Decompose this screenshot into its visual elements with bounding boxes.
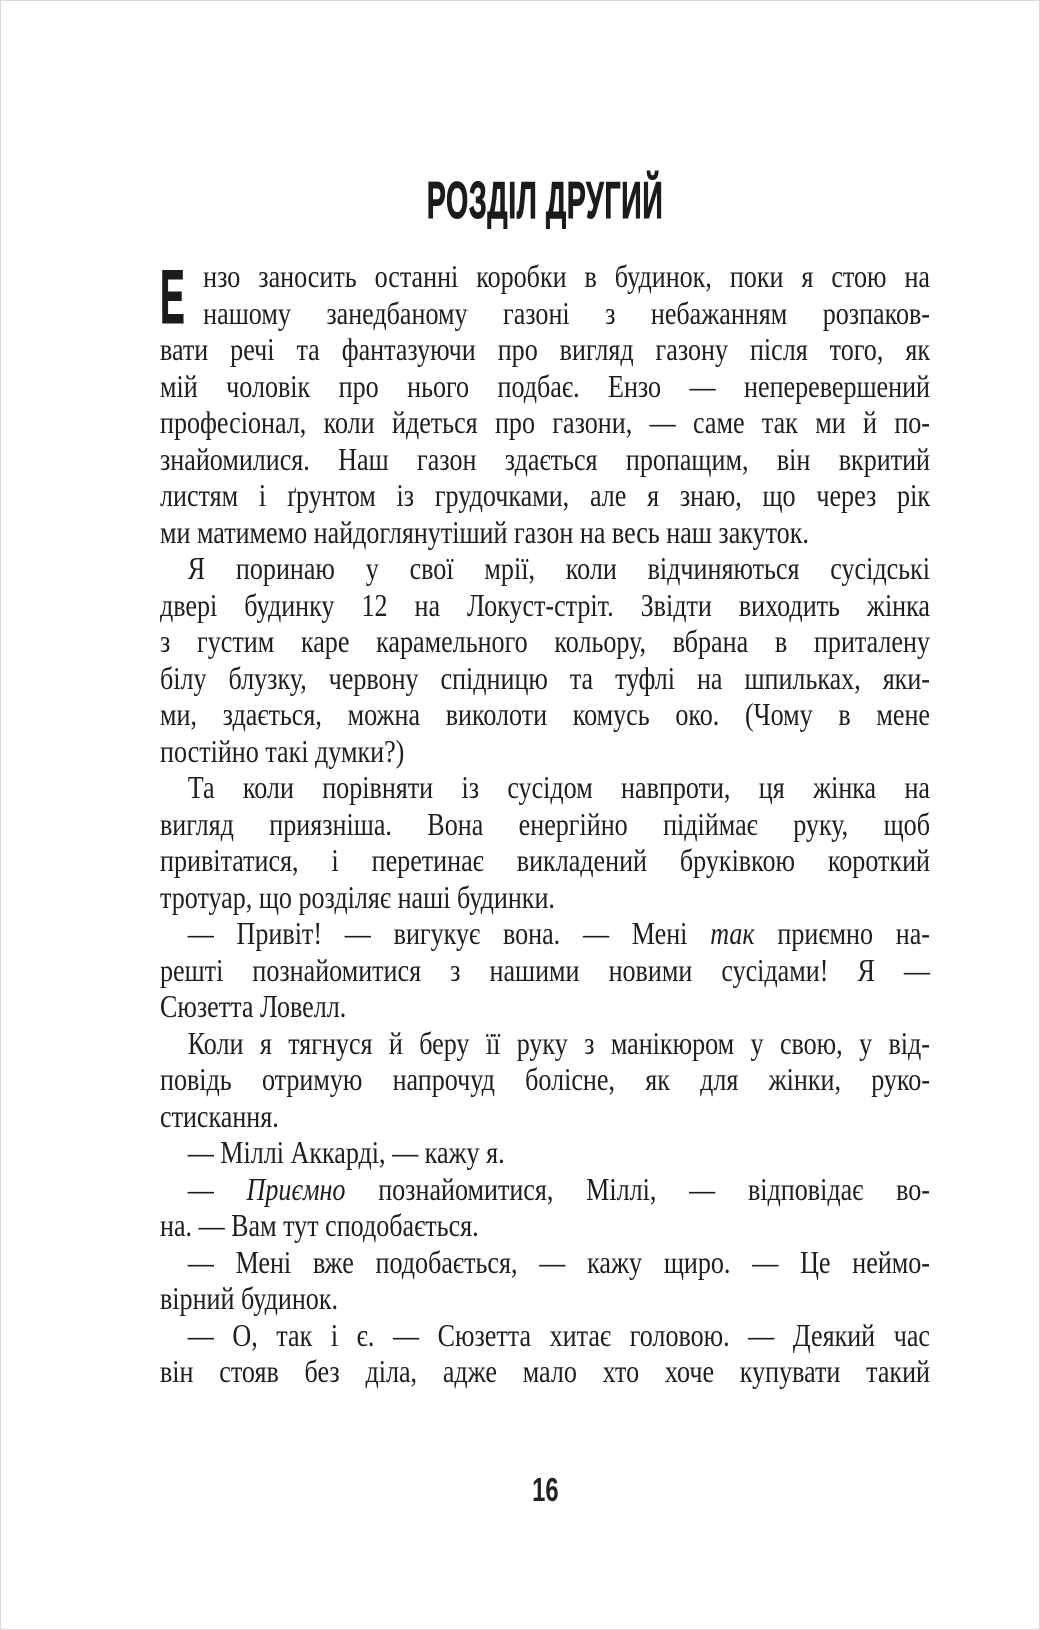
text-line: — Міллі Аккарді, — кажу я. (187, 1134, 505, 1170)
text-line: білу блузку, червону спідницю та туфлі на шпильках, яки- (160, 659, 930, 696)
text-line: ми, здається, можна виколоти комусь око. (Чому в мене (160, 696, 930, 732)
text-line: листям і ґрунтом із грудочками, але я знаю, що через рік (160, 477, 930, 513)
text-line (160, 915, 930, 952)
text-line: Коли я тягнуся й беру її руку з манікюром у свою, у від- (187, 1024, 930, 1061)
text-line: — О, так і є. — Сюзетта хитає головою. — Деякий час (187, 1316, 930, 1353)
chapter-title (160, 172, 930, 232)
text-line: нашому занедбаному газоні з небажанням розпаков- (203, 294, 930, 331)
text-line: привітатися, і перетинає викладений бруківкою короткий (160, 842, 930, 878)
text-line: вигляд приязніша. Вона енергійно підіймає руку, щоб (160, 805, 930, 842)
text-line: мій чоловік про нього подбає. Ензо — неперевершений (160, 367, 930, 404)
emphasized-text: так (710, 915, 755, 951)
text-segment: познайомитися, Міллі, — відповідає во- (345, 1170, 930, 1207)
text-line: постійно такі думки?) (160, 732, 405, 769)
text-line: Сюзетта Ловелл. (160, 988, 347, 1024)
text-line: тротуар, що розділяє наші будинки. (160, 878, 555, 915)
page-number-text: 16 (531, 1471, 559, 1508)
page-number (160, 1473, 930, 1506)
chapter-title-text: РОЗДІЛ ДРУГИЙ (426, 172, 664, 230)
text-line: решті познайомитися з нашими новими сусідами! Я — (160, 951, 930, 988)
text-line: вати речі та фантазуючи про вигляд газону після того, як (160, 331, 930, 367)
text-segment: — (187, 1170, 247, 1207)
text-line: з густим каре карамельного кольору, вбрана в приталену (160, 623, 930, 659)
text-segment: — Привіт! — вигукує вона. — Мені (187, 915, 711, 951)
text-line (160, 1171, 930, 1208)
text-line: він стояв без діла, адже мало хто хоче купувати такий (160, 1353, 930, 1389)
text-segment: приємно на- (754, 915, 930, 951)
text-line: знайомилися. Наш газон здається пропащим, він вкритий (160, 440, 930, 477)
emphasized-text: Приємно (246, 1170, 346, 1207)
text-line: Та коли порівняти із сусідом навпроти, ця жінка на (187, 769, 930, 805)
text-line: — Мені вже подобається, — кажу щиро. — Це неймо- (187, 1243, 930, 1280)
drop-cap-letter: Е (160, 255, 185, 340)
text-line: вірний будинок. (160, 1280, 339, 1316)
text-line: ми матимемо найдоглянутіший газон на весь наш закуток. (160, 513, 809, 550)
body-text (160, 255, 930, 1390)
text-line: нзо заносить останні коробки в будинок, поки я стою на (203, 258, 930, 294)
text-line: на. — Вам тут сподобається. (160, 1207, 479, 1243)
text-line: стискання. (160, 1097, 279, 1134)
text-line: Я поринаю у свої мрії, коли відчиняються сусідські (187, 550, 930, 586)
text-line: двері будинку 12 на Локуст-стріт. Звідти виходить жінка (160, 586, 930, 623)
drop-cap (160, 255, 203, 340)
text-line: повідь отримую напрочуд болісне, як для жінки, руко- (160, 1061, 930, 1097)
text-line: професіонал, коли йдеться про газони, — саме так ми й по- (160, 404, 930, 440)
